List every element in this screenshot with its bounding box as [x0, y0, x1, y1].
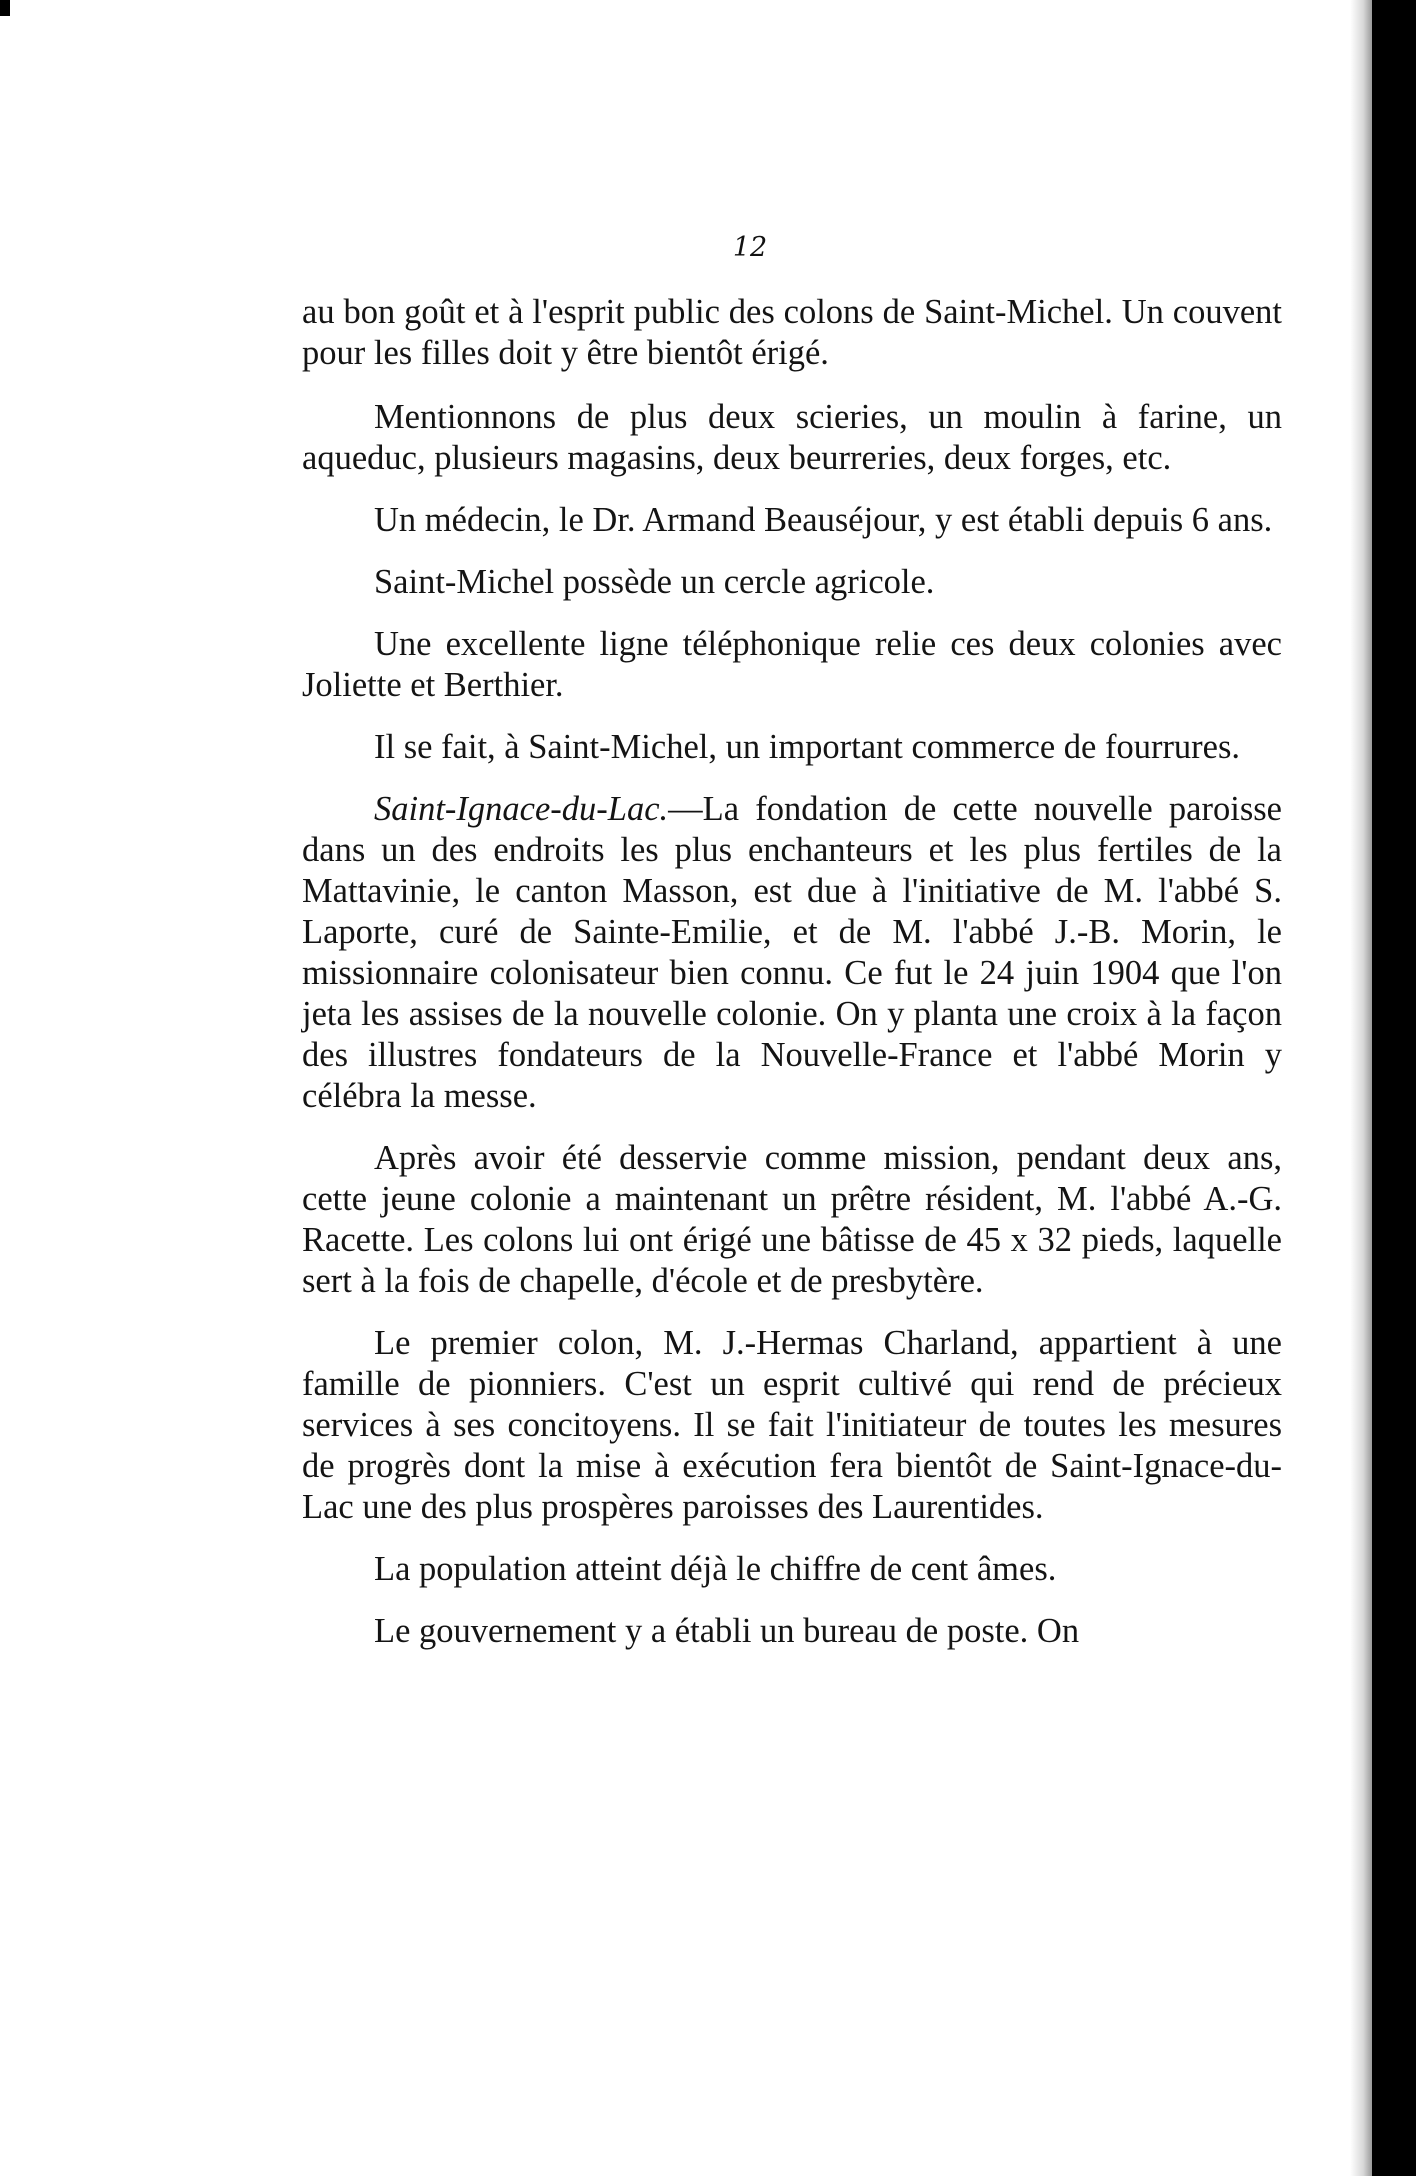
- paragraph-industries: Mentionnons de plus deux scieries, un moulin à farine, un aqueduc, plusieurs magasins, deux beurreries, deux forges, etc.: [302, 398, 1282, 477]
- paragraph-mission: Après avoir été desservie comme mission, pendant deux ans, cette jeune colonie a maintenant un prêtre résident, M. l'abbé A.-G. Racette. Les colons lui ont érigé une bâtisse de 45 x 32 pieds, laquelle sert à la fois de chapelle, d'école et de presbytère.: [302, 1139, 1282, 1300]
- section-heading: Saint-Ignace-du-Lac.: [374, 790, 669, 828]
- page-edge-shadow: [1350, 0, 1372, 2176]
- section-text: —La fondation de cette nouvelle paroisse dans un des endroits les plus enchanteurs et les plus fertiles de la Mattavinie, le canton Masson, est due à l'initiative de M. l'abbé S. Laporte, curé de Sainte-Emilie, et de M. l'abbé J.-B. Morin, le missionnaire colonisateur bien connu. Ce fut le 24 juin 1904 que l'on jeta les assises de la nouvelle colonie. On y planta une croix à la façon des illustres fondateurs de la Nouvelle-France et l'abbé Morin y célébra la messe.: [302, 790, 1282, 1115]
- body-text: [302, 292, 1282, 1673]
- paragraph-saint-ignace: [302, 789, 1282, 1117]
- paragraph-agricultural-circle: Saint-Michel possède un cercle agricole.: [374, 563, 935, 601]
- paragraph-fur-trade: Il se fait, à Saint-Michel, un important commerce de fourrures.: [374, 728, 1241, 766]
- paragraph-doctor: Un médecin, le Dr. Armand Beauséjour, y est établi depuis 6 ans.: [374, 501, 1273, 539]
- page-number: 12: [732, 232, 768, 263]
- paragraph-first-colon: Le premier colon, M. J.-Hermas Charland, appartient à une famille de pionniers. C'est un esprit cultivé qui rend de précieux services à ses concitoyens. Il se fait l'initiateur de toutes les mesures de progrès dont la mise à exécution fera bientôt de Saint-Ignace-du-Lac une des plus prospères paroisses des Laurentides.: [302, 1324, 1282, 1526]
- paragraph-telephone: Une excellente ligne téléphonique relie ces deux colonies avec Joliette et Berthier.: [302, 625, 1282, 704]
- paragraph-population: La population atteint déjà le chiffre de cent âmes.: [374, 1550, 1057, 1588]
- paragraph-post-office: Le gouvernement y a établi un bureau de poste. On: [374, 1612, 1080, 1650]
- paragraph-continuation: au bon goût et à l'esprit public des colons de Saint-Michel. Un couvent pour les filles doit y être bientôt érigé.: [302, 293, 1282, 372]
- scan-corner-mark: [0, 0, 10, 16]
